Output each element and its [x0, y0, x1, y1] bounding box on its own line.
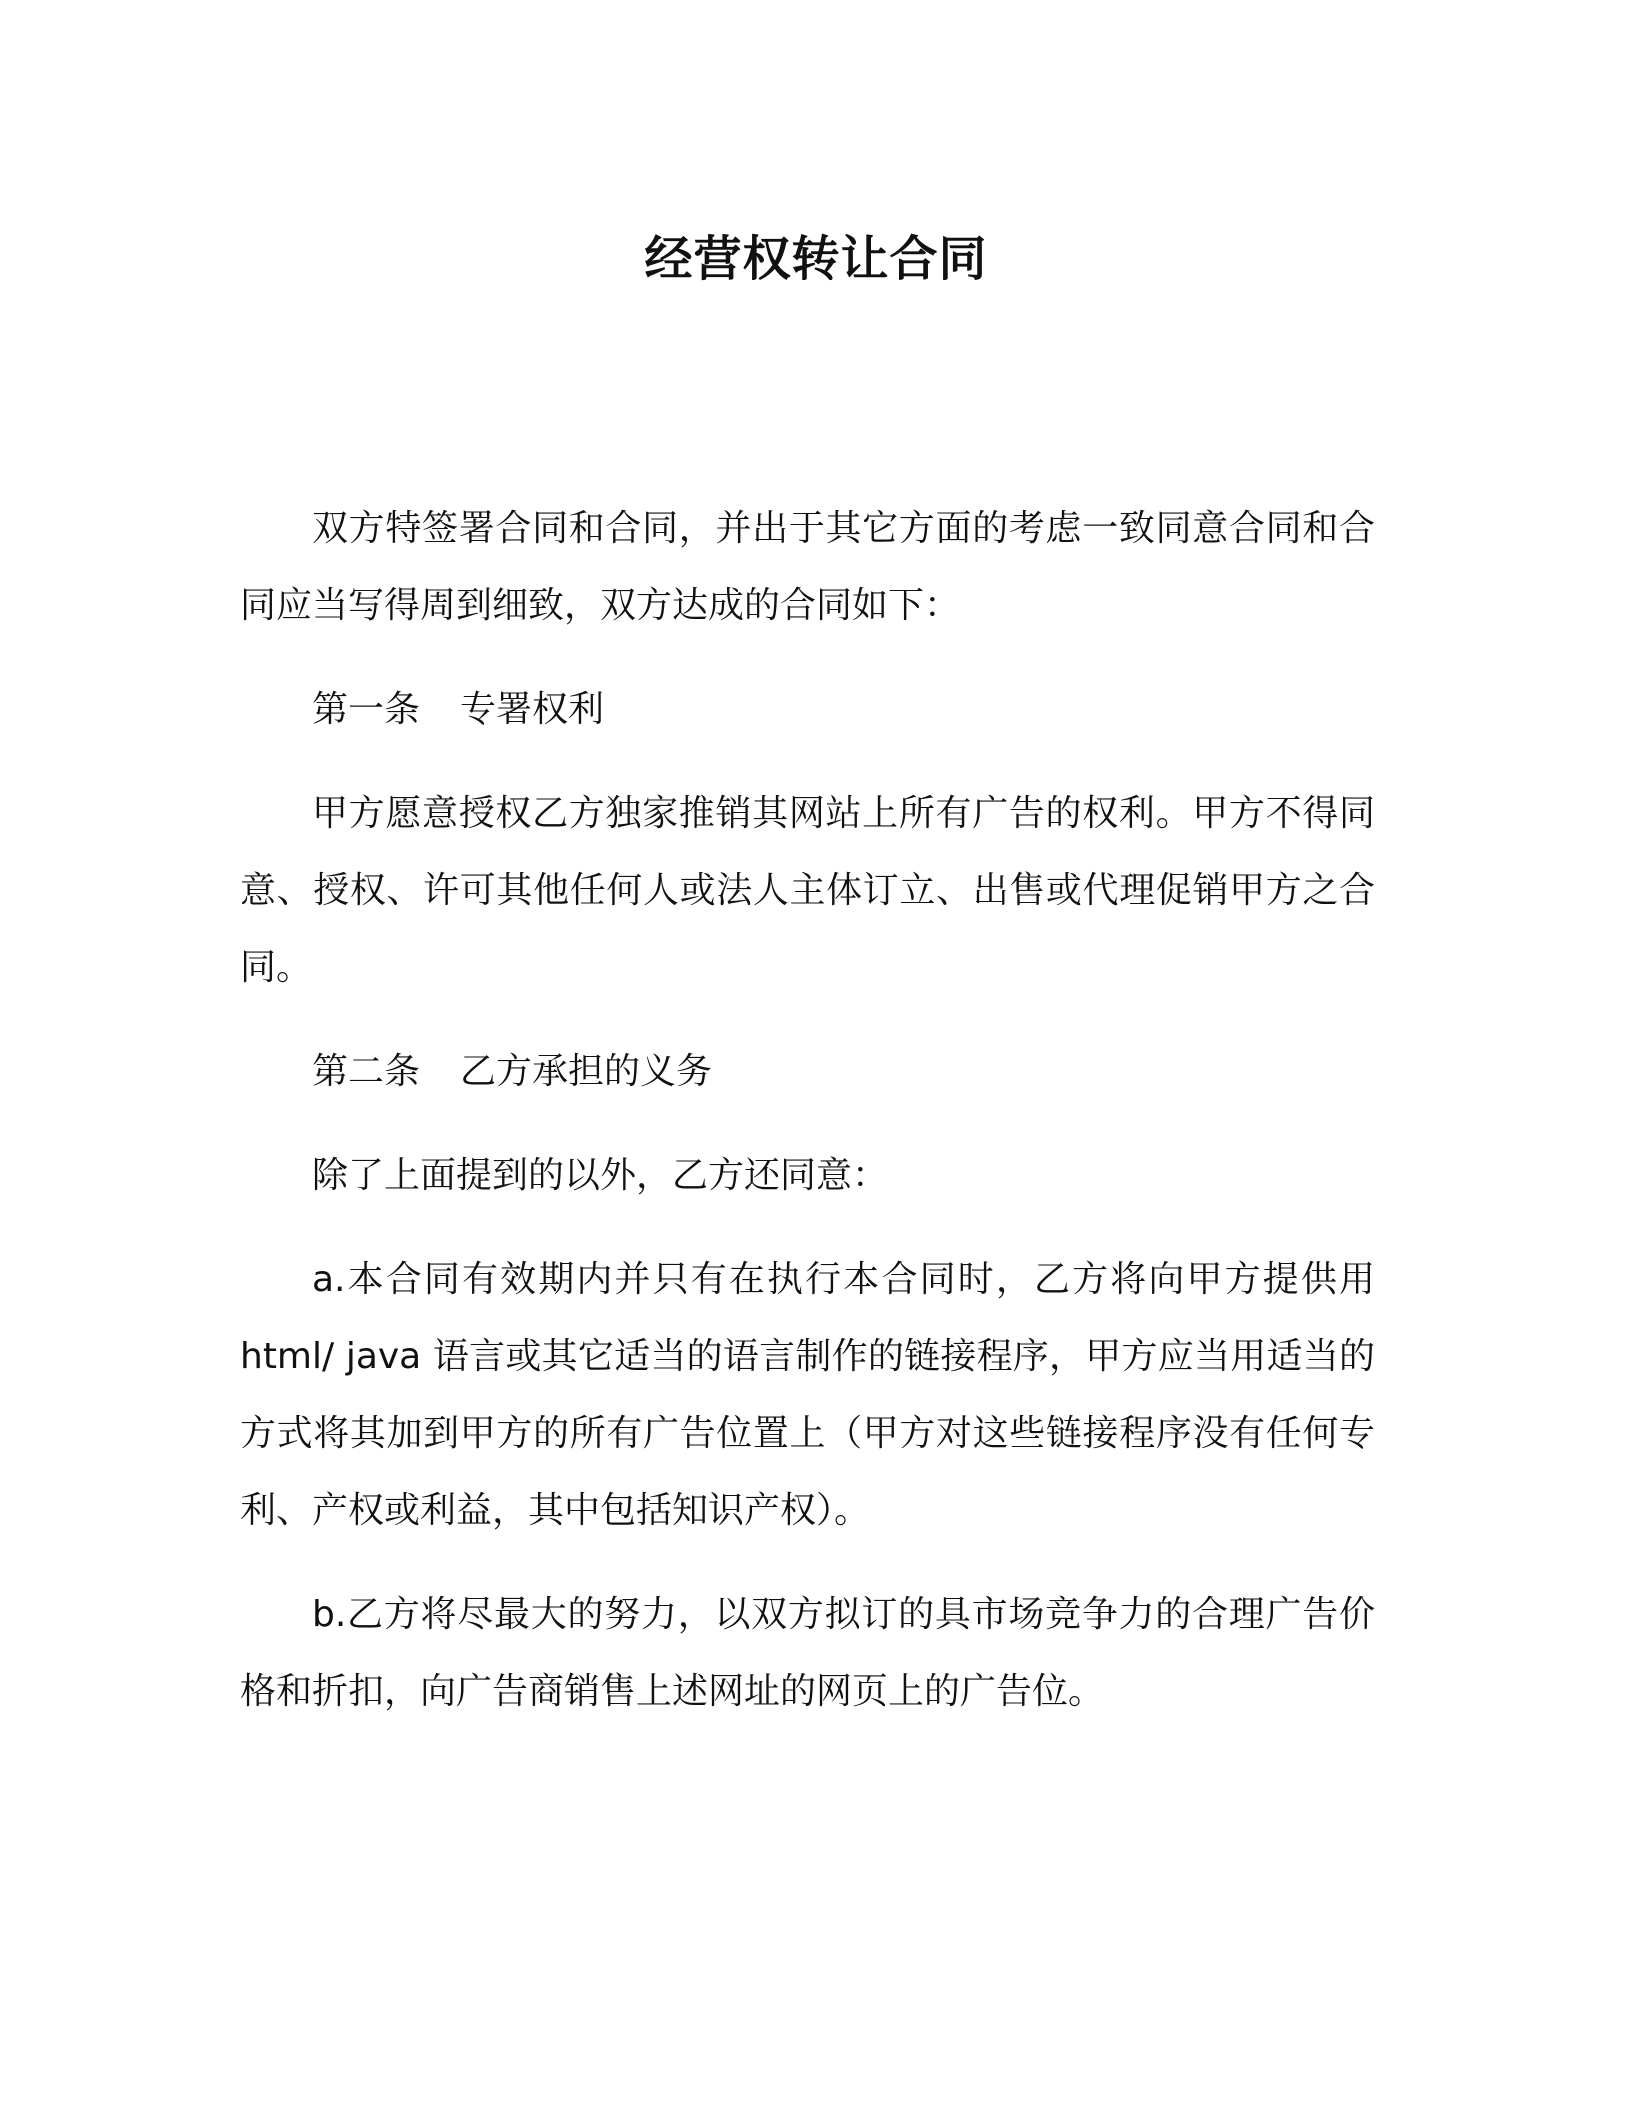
article-2-lead: 除了上面提到的以外，乙方还同意：	[312, 1155, 889, 1196]
article-2-item-a: a.本合同有效期内并只有在执行本合同时，乙方将向甲方提供用html/ java 语言或其它适当的语言制作的链接程序，甲方应当用适当的方式将其加到甲方的所有广告位置上（甲方对这些链接程序没有任何专利、产权或利益，其中包括知识产权）。	[240, 1259, 1375, 1531]
article-1-text: 甲方愿意授权乙方独家推销其网站上所有广告的权利。甲方不得同意、授权、许可其他任何人或法人主体订立、出售或代理促销甲方之合同。	[240, 793, 1375, 988]
article-2-item-b: b.乙方将尽最大的努力，以双方拟订的具市场竞争力的合理广告价格和折扣，向广告商销售上述网址的网页上的广告位。	[240, 1594, 1375, 1712]
article-2-heading	[240, 1033, 1375, 1110]
intro-paragraph: 双方特签署合同和合同，并出于其它方面的考虑一致同意合同和合同应当写得周到细致，双方达成的合同如下：	[240, 508, 1375, 626]
article-1-heading	[240, 671, 1375, 748]
article-2-title: 乙方承担的义务	[460, 1051, 713, 1092]
document-title: 经营权转让合同	[644, 231, 988, 287]
article-1-title: 专署权利	[460, 689, 605, 730]
article-2-number: 第二条	[312, 1051, 421, 1092]
article-1-number: 第一条	[312, 689, 421, 730]
document-body	[240, 490, 1375, 1757]
